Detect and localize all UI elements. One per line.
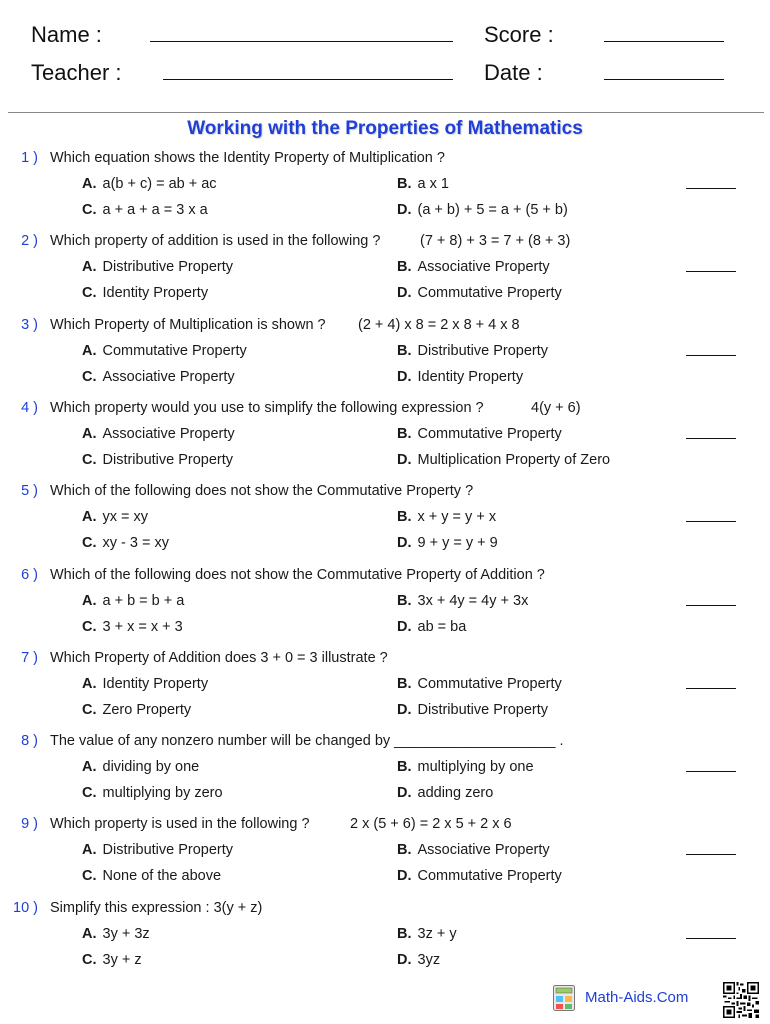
question-number-value: 8: [21, 733, 30, 750]
worksheet-title: Working with the Properties of Mathematics: [187, 118, 583, 139]
option-text: Distributive Property: [102, 842, 234, 859]
answer-blank[interactable]: [686, 771, 736, 772]
option-letter: B.: [397, 925, 412, 942]
question-number-paren: ): [29, 399, 38, 416]
answer-blank[interactable]: [686, 521, 736, 522]
answer-blank[interactable]: [686, 854, 736, 855]
option-letter: D.: [397, 368, 412, 385]
option-text: yx = xy: [102, 509, 149, 526]
option-letter: C.: [82, 618, 97, 635]
date-label: Date :: [484, 60, 543, 85]
option-d[interactable]: [397, 452, 610, 468]
answer-blank[interactable]: [686, 938, 736, 939]
question-expression: (2 + 4) x 8 = 2 x 8 + 4 x 8: [358, 316, 520, 333]
option-text: 9 + y = y + 9: [417, 535, 498, 552]
option-a[interactable]: [82, 842, 233, 858]
question-number-paren: ): [29, 649, 38, 666]
option-letter: A.: [82, 509, 97, 526]
question-number: [0, 233, 38, 249]
question-number: [0, 400, 38, 416]
question-number-value: 2: [21, 233, 30, 250]
option-text: x + y = y + x: [417, 509, 497, 526]
option-c[interactable]: [82, 452, 233, 468]
option-text: Identity Property: [102, 675, 209, 692]
option-letter: D.: [397, 451, 412, 468]
question-text: Which property would you use to simplify the following expression ?: [50, 399, 484, 416]
option-text: Commutative Property: [102, 342, 247, 359]
option-letter: C.: [82, 868, 97, 885]
name-label: Name :: [31, 22, 102, 47]
option-letter: C.: [82, 368, 97, 385]
option-letter: A.: [82, 759, 97, 776]
option-text: Associative Property: [417, 842, 550, 859]
option-b[interactable]: [397, 842, 550, 858]
option-text: dividing by one: [102, 759, 200, 776]
option-letter: A.: [82, 176, 97, 192]
option-text: Associative Property: [102, 425, 235, 442]
option-c[interactable]: [82, 285, 208, 301]
option-c[interactable]: [82, 619, 183, 635]
question-text: The value of any nonzero number will be changed by ____________________ .: [50, 733, 564, 750]
option-text: Multiplication Property of Zero: [417, 451, 611, 468]
question-2: [0, 233, 770, 317]
option-letter: A.: [82, 842, 97, 859]
option-text: 3yz: [417, 951, 441, 968]
option-letter: B.: [397, 259, 412, 276]
question-6: [0, 567, 770, 651]
option-c[interactable]: [82, 535, 169, 551]
calculator-icon: [553, 985, 575, 1011]
option-text: 3 + x = x + 3: [102, 618, 183, 635]
question-3: [0, 317, 770, 401]
option-letter: D.: [397, 785, 412, 802]
option-text: ab = ba: [417, 618, 467, 635]
option-letter: C.: [82, 202, 97, 218]
question-text: Which of the following does not show the Commutative Property ?: [50, 483, 474, 500]
score-label: Score :: [484, 22, 554, 47]
option-letter: D.: [397, 535, 412, 552]
footer: [553, 982, 763, 1018]
question-number: [0, 567, 38, 583]
question-number-paren: ): [29, 816, 38, 833]
question-text: Simplify this expression : 3(y + z): [50, 899, 263, 916]
question-number-paren: ): [29, 899, 38, 916]
question-number: [0, 900, 38, 916]
option-letter: D.: [397, 618, 412, 635]
option-c[interactable]: [82, 702, 191, 718]
question-expression: (7 + 8) + 3 = 7 + (8 + 3): [420, 233, 571, 250]
option-letter: C.: [82, 451, 97, 468]
option-letter: B.: [397, 592, 412, 609]
option-letter: A.: [82, 425, 97, 442]
option-b[interactable]: [397, 593, 528, 609]
question-4: [0, 400, 770, 484]
question-number: [0, 816, 38, 832]
question-number: [0, 317, 38, 333]
question-text: Which property is used in the following ?: [50, 816, 310, 833]
option-a[interactable]: [82, 343, 247, 359]
option-letter: B.: [397, 509, 412, 526]
question-number-paren: ): [29, 233, 38, 250]
question-text: Which Property of Addition does 3 + 0 = 3 illustrate ?: [50, 649, 388, 666]
option-letter: A.: [82, 925, 97, 942]
option-a[interactable]: [82, 426, 235, 442]
question-number: [0, 150, 38, 166]
option-a[interactable]: [82, 676, 208, 692]
option-text: Commutative Property: [417, 675, 562, 692]
option-text: multiplying by zero: [102, 785, 223, 802]
option-text: Identity Property: [417, 368, 524, 385]
option-letter: A.: [82, 675, 97, 692]
option-d[interactable]: [397, 202, 568, 218]
option-letter: D.: [397, 868, 412, 885]
question-8: [0, 733, 770, 817]
option-a[interactable]: [82, 926, 150, 942]
question-9: [0, 816, 770, 900]
option-letter: C.: [82, 285, 97, 302]
option-letter: D.: [397, 202, 412, 218]
option-c[interactable]: [82, 868, 221, 884]
question-number-paren: ): [29, 483, 38, 500]
option-text: 3x + 4y = 4y + 3x: [417, 592, 529, 609]
question-7: [0, 650, 770, 734]
option-b[interactable]: [397, 259, 550, 275]
option-c[interactable]: [82, 369, 235, 385]
option-d[interactable]: [397, 285, 562, 301]
option-c[interactable]: [82, 785, 223, 801]
question-number: [0, 650, 38, 666]
question-number-value: 10: [13, 899, 30, 916]
option-letter: B.: [397, 425, 412, 442]
option-letter: C.: [82, 701, 97, 718]
option-text: Identity Property: [102, 285, 209, 302]
question-10: [0, 900, 770, 984]
teacher-field[interactable]: [163, 79, 453, 80]
option-text: Zero Property: [102, 701, 192, 718]
answer-blank[interactable]: [686, 688, 736, 689]
option-text: Commutative Property: [417, 868, 562, 885]
answer-blank[interactable]: [686, 605, 736, 606]
question-number-value: 1: [21, 150, 30, 166]
option-letter: A.: [82, 342, 97, 359]
option-b[interactable]: [397, 676, 562, 692]
option-letter: D.: [397, 285, 412, 302]
option-letter: C.: [82, 785, 97, 802]
option-text: Commutative Property: [417, 425, 562, 442]
option-c[interactable]: [82, 202, 208, 218]
option-text: 3y + 3z: [102, 925, 150, 942]
option-b[interactable]: [397, 343, 548, 359]
score-field[interactable]: [604, 41, 724, 42]
answer-blank[interactable]: [686, 355, 736, 356]
option-letter: B.: [397, 759, 412, 776]
option-d[interactable]: [397, 868, 562, 884]
option-text: None of the above: [102, 868, 222, 885]
answer-blank[interactable]: [686, 438, 736, 439]
option-b[interactable]: [397, 926, 457, 942]
question-number-paren: ): [29, 733, 38, 750]
option-letter: B.: [397, 842, 412, 859]
answer-blank[interactable]: [686, 188, 736, 189]
question-number-value: 4: [21, 399, 30, 416]
option-text: a + b = b + a: [102, 592, 185, 609]
option-text: Distributive Property: [102, 451, 234, 468]
question-number-value: 6: [21, 566, 30, 583]
question-5: [0, 483, 770, 567]
question-text: Which of the following does not show the Commutative Property of Addition ?: [50, 566, 545, 583]
option-text: 3y + z: [102, 951, 142, 968]
option-text: xy - 3 = xy: [102, 535, 169, 552]
header-divider: [8, 112, 764, 113]
question-number-value: 5: [21, 483, 30, 500]
question-text: Which Property of Multiplication is shown ?: [50, 316, 326, 333]
option-a[interactable]: [82, 759, 199, 775]
option-b[interactable]: [397, 426, 562, 442]
option-d[interactable]: [397, 619, 466, 635]
option-letter: B.: [397, 342, 412, 359]
option-text: (a + b) + 5 = a + (5 + b): [417, 202, 568, 218]
option-b[interactable]: [397, 509, 496, 525]
question-expression: 2 x (5 + 6) = 2 x 5 + 2 x 6: [350, 816, 512, 833]
option-d[interactable]: [397, 785, 493, 801]
option-a[interactable]: [82, 259, 233, 275]
option-d[interactable]: [397, 702, 548, 718]
option-letter: A.: [82, 592, 97, 609]
option-text: multiplying by one: [417, 759, 534, 776]
option-d[interactable]: [397, 535, 498, 551]
answer-blank[interactable]: [686, 271, 736, 272]
option-letter: B.: [397, 675, 412, 692]
question-number-value: 9: [21, 816, 30, 833]
option-text: a + a + a = 3 x a: [102, 202, 208, 218]
option-letter: B.: [397, 176, 412, 192]
option-text: Distributive Property: [102, 259, 234, 276]
question-number-value: 7: [21, 649, 30, 666]
option-a[interactable]: [82, 176, 217, 192]
option-text: Associative Property: [417, 259, 550, 276]
option-b[interactable]: [397, 759, 534, 775]
option-text: a x 1: [417, 176, 449, 192]
question-text: Which property of addition is used in the following ?: [50, 233, 381, 250]
option-text: 3z + y: [417, 925, 457, 942]
qr-code-icon: [723, 982, 759, 1018]
option-letter: A.: [82, 259, 97, 276]
question-expression: 4(y + 6): [531, 399, 581, 416]
option-text: adding zero: [417, 785, 494, 802]
question-number: [0, 483, 38, 499]
option-text: a(b + c) = ab + ac: [102, 176, 217, 192]
option-d[interactable]: [397, 369, 523, 385]
question-1: [0, 150, 770, 234]
option-a[interactable]: [82, 593, 184, 609]
option-text: Associative Property: [102, 368, 235, 385]
option-text: Commutative Property: [417, 285, 562, 302]
option-a[interactable]: [82, 509, 148, 525]
question-number-paren: ): [29, 566, 38, 583]
date-field[interactable]: [604, 79, 724, 80]
option-letter: C.: [82, 951, 97, 968]
option-c[interactable]: [82, 952, 142, 968]
question-number-paren: ): [29, 316, 38, 333]
option-d[interactable]: [397, 952, 440, 968]
option-text: Distributive Property: [417, 342, 549, 359]
option-text: Distributive Property: [417, 701, 549, 718]
brand-link[interactable]: Math-Aids.Com: [585, 989, 689, 1006]
question-number: [0, 733, 38, 749]
name-field[interactable]: [150, 41, 453, 42]
option-b[interactable]: [397, 176, 449, 192]
option-letter: D.: [397, 701, 412, 718]
question-number-paren: ): [29, 150, 38, 166]
option-letter: D.: [397, 951, 412, 968]
question-text: Which equation shows the Identity Property of Multiplication ?: [50, 150, 445, 166]
teacher-label: Teacher :: [31, 60, 122, 85]
question-number-value: 3: [21, 316, 30, 333]
option-letter: C.: [82, 535, 97, 552]
